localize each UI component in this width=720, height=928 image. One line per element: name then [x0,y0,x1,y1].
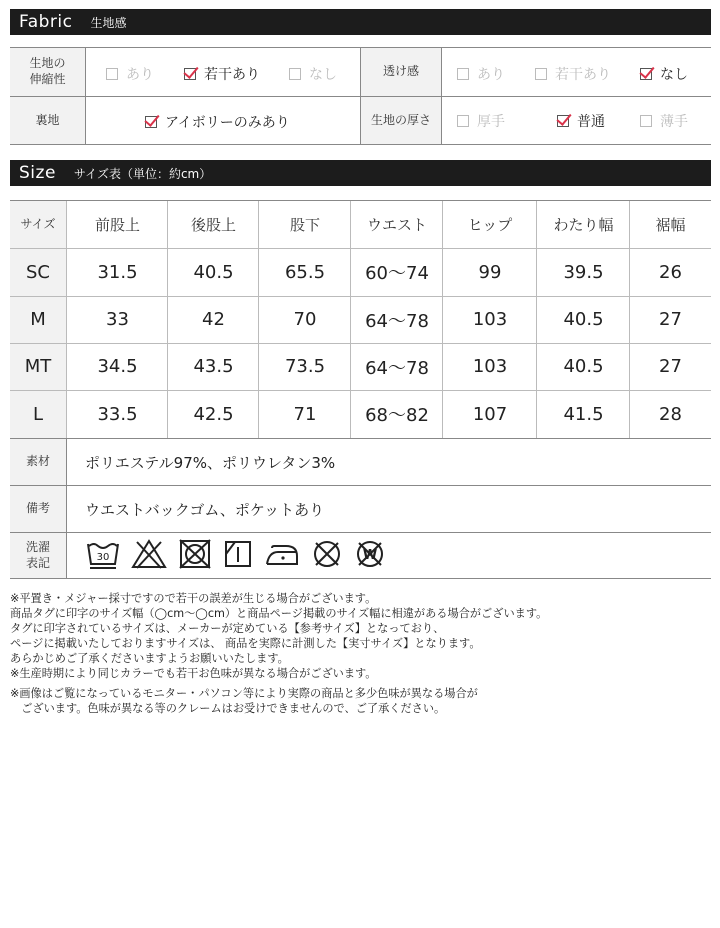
divider [66,438,67,578]
divider [350,201,351,438]
thickness-option-atsude [457,111,505,131]
fabric-section-header [10,9,711,35]
size-section-header [10,160,711,186]
divider [66,201,67,438]
checkbox-icon [457,68,469,80]
size-value-cell: 40.5 [563,356,604,377]
size-corner-label: サイズ [20,216,56,231]
size-value-cell: 40.5 [193,261,234,283]
option-label: あり [126,67,154,83]
column-header: 前股上 [94,216,140,234]
size-value-cell: 42.5 [193,403,234,425]
thickness-label: 生地の厚さ [361,97,441,144]
material-value: ポリエステル97%、ポリウレタン3% [85,454,336,472]
divider [10,485,711,486]
thickness-option-usude [640,111,688,131]
stretch-label-line1: 生地の [29,56,66,71]
fabric-subtitle: 生地感 [90,15,127,30]
option-label: なし [660,67,688,83]
care-icons [86,538,386,570]
size-row-label: L [32,403,44,425]
size-row-label: MT [24,356,52,377]
size-value-cell: 64〜78 [365,310,429,332]
note-line: ※平置き・メジャー採寸ですので若干の誤差が生じる場合がございます。 [10,592,377,605]
divider [167,201,168,438]
checkbox-icon [640,68,652,80]
svg-text:W: W [362,548,378,563]
size-value-cell: 31.5 [97,261,138,283]
size-value-cell: 27 [659,309,682,330]
checkbox-icon [289,68,301,80]
note-line: あらかじめご了承くださいますようお願いいたします。 [10,652,289,665]
size-value-cell: 27 [659,356,682,377]
note-line: ※生産時期により同じカラーでも若干お色味が異なる場合がございます。 [10,667,377,680]
note-line: タグに印字されているサイズは、メーカーが定めている【参考サイズ】となっており、 [10,622,445,635]
note-line: ございます。色味が異なる等のクレームはお受けできませんので、ご了承ください。 [10,702,446,715]
size-value-cell: 26 [659,261,682,283]
size-value-cell: 65.5 [284,261,326,283]
size-value-cell: 33.5 [97,403,138,425]
column-header: わたり幅 [553,216,614,234]
option-label: 若干あり [204,67,260,83]
divider [10,248,711,249]
column-header: ウエスト [366,216,427,234]
checkbox-icon [145,116,157,128]
wash-temp-label: 30 [96,552,110,563]
iron-low-icon [264,538,300,570]
sheer-option-nashi [640,64,688,84]
lining-option [145,112,290,132]
stretch-option-jakkan-ari [184,64,260,84]
checkbox-icon [457,115,469,127]
line-dry-shade-icon [223,538,253,570]
lining-label: 裏地 [10,97,85,144]
divider [10,96,711,97]
size-value-cell: 103 [472,356,508,377]
checkbox-icon [535,68,547,80]
size-value-cell: 28 [659,403,682,425]
size-value-cell: 39.5 [563,261,604,283]
divider [536,201,537,438]
size-value-cell: 40.5 [563,309,604,330]
stretch-option-ari [106,64,154,84]
size-value-cell: 70 [293,309,317,330]
stretch-option-nashi [289,64,337,84]
checkbox-icon [640,115,652,127]
sheer-option-jakkan-ari [535,64,611,84]
sheer-option-ari [457,64,505,84]
size-value-cell: 34.5 [97,356,138,377]
remarks-label: 備考 [25,501,50,516]
size-value-cell: 99 [478,261,502,283]
no-bleach-icon [131,538,167,570]
size-value-cell: 64〜78 [365,357,429,379]
size-value-cell: 33 [106,309,129,330]
no-dry-clean-icon [311,538,343,570]
no-wet-clean-icon [354,538,386,570]
option-label: なし [309,67,337,83]
remarks-value: ウエストバックゴム、ポケットあり [85,501,325,519]
notes [10,591,710,716]
divider [10,532,711,533]
option-label: アイボリーのみあり [165,115,290,131]
note-line: ページに掲載いたしておりますサイズは、 商品を実際に計測した【実寸サイズ】となります。 [10,637,481,650]
material-label: 素材 [25,454,50,469]
fabric-title: Fabric [19,12,73,32]
wash-30-icon [86,538,120,570]
column-header: ヒップ [467,216,513,234]
checkbox-icon [184,68,196,80]
fabric-table [10,47,711,145]
size-value-cell: 41.5 [563,403,604,425]
size-value-cell: 68〜82 [365,405,429,426]
care-label [10,533,66,578]
thickness-option-futsuu [557,111,605,131]
divider [258,201,259,438]
divider [442,201,443,438]
size-row-label: M [30,309,46,330]
column-header: 裾幅 [655,216,686,234]
divider [629,201,630,438]
option-label: 薄手 [660,114,688,130]
checkbox-icon [557,115,569,127]
size-value-cell: 73.5 [284,356,326,377]
size-title: Size [19,163,56,183]
column-header: 後股上 [190,216,236,234]
size-value-cell: 60〜74 [365,263,429,284]
option-label: 若干あり [555,67,611,83]
size-row-label: SC [26,261,50,283]
care-label-line1: 洗濯 [25,539,50,554]
size-value-cell: 43.5 [193,356,234,377]
sheer-label: 透け感 [361,48,441,96]
option-label: 厚手 [477,114,505,130]
stretch-label [10,48,85,96]
size-value-cell: 107 [472,403,508,425]
size-value-cell: 42 [202,309,225,330]
size-value-cell: 71 [293,403,317,425]
option-label: あり [477,67,505,83]
divider [10,343,711,344]
note-line: ※画像はご覧になっているモニター・パソコン等により実際の商品と多少色味が異なる場合が [10,687,478,700]
column-header: 股下 [289,216,320,234]
divider [10,390,711,391]
checkbox-icon [106,68,118,80]
option-label: 普通 [577,114,605,130]
care-label-line2: 表記 [25,555,50,570]
size-subtitle: サイズ表（単位：約cm） [73,166,212,181]
size-value-cell: 103 [472,309,508,330]
note-line: 商品タグに印字のサイズ幅（◯cm〜◯cm）と商品ページ掲載のサイズ幅に相違がある場合がございます。 [10,607,548,620]
stretch-label-line2: 伸縮性 [29,72,66,86]
divider [10,438,711,439]
no-tumble-dry-icon [178,538,212,570]
divider [10,296,711,297]
size-table [10,200,711,579]
